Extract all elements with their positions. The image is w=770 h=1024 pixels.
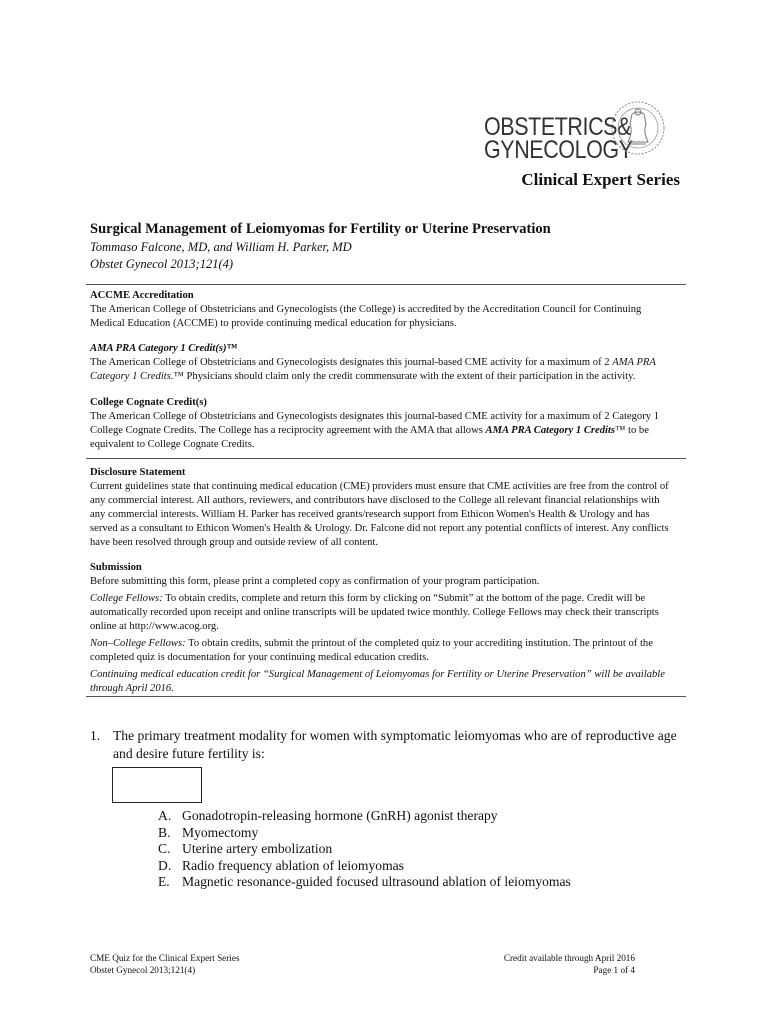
series-title: Clinical Expert Series <box>521 170 680 189</box>
authors-line: Tommaso Falcone, MD, and William H. Parker, MD <box>90 240 352 254</box>
footer-right <box>504 952 635 976</box>
option-b <box>158 825 571 842</box>
submission-section <box>90 561 675 696</box>
ama-body-b: AMA PRA Category 1 Credits. <box>90 357 656 382</box>
cognate-body-a: The American College of Obstetricians and Gynecologists designates this journal-based CME activity for a maximum of 2 Category 1 College Cognate Credits. The College has a reciprocity agreement with the AMA that allows <box>90 411 659 436</box>
ama-section <box>90 342 675 384</box>
divider <box>86 458 686 459</box>
cognate-section <box>90 396 675 452</box>
fellows-text: To obtain credits, complete and return this form by clicking on “Submit” at the bottom of the page. Credit will be automatically recorded upon receipt and online transcripts will be updated twice monthly. College Fellows may check their transcripts online at http://www.acog.org. <box>90 593 659 632</box>
submission-intro: Before submitting this form, please print a completed copy as confirmation of your program participation. <box>90 576 540 587</box>
citation-line: Obstet Gynecol 2013;121(4) <box>90 257 234 271</box>
ama-heading: AMA PRA Category 1 Credit(s)™ <box>90 343 238 354</box>
submission-heading: Submission <box>90 562 142 573</box>
question-1 <box>90 727 680 763</box>
logo-line-1: OBSTETRICS& <box>484 113 631 141</box>
journal-logo <box>484 96 684 166</box>
option-text: Radio frequency ablation of leiomyomas <box>182 857 404 873</box>
article-title: Surgical Management of Leiomyomas for Fertility or Uterine Preservation <box>90 221 551 237</box>
option-letter: E. <box>158 874 170 889</box>
submission-fellows <box>90 592 675 634</box>
option-letter: C. <box>158 841 171 856</box>
article-authors <box>90 239 352 273</box>
nonfellows-label: Non–College Fellows: <box>90 638 186 649</box>
option-text: Myomectomy <box>182 824 259 840</box>
ama-body-c: ™ Physicians should claim only the credit commensurate with the extent of their participation in the activity. <box>173 371 636 382</box>
submission-availability: Continuing medical education credit for “Surgical Management of Leiomyomas for Fertility or Uterine Preservation” will be available through April 2016. <box>90 669 665 694</box>
option-text: Gonadotropin-releasing hormone (GnRH) agonist therapy <box>182 808 498 823</box>
disclosure-heading: Disclosure Statement <box>90 467 186 478</box>
question-number: 1. <box>90 728 101 743</box>
disclosure-body: Current guidelines state that continuing medical education (CME) providers must ensure that CME activities are free from the control of any commercial interest. All authors, reviewers, and contributors have disclosed to the College all relevant financial relationships with any commercial interests. William H. Parker has received grants/research support from Ethicon Women's Health & Urology and has served as a consultant to Ethicon Women's Health & Urology. Dr. Falcone did not report any potential conflicts of interest. Any conflicts have been resolved through group and outside review of all content. <box>90 481 669 548</box>
footer-citation: Obstet Gynecol 2013;121(4) <box>90 965 196 975</box>
cognate-body-b: AMA PRA Category 1 Credits <box>485 425 616 436</box>
question-text: The primary treatment modality for women with symptomatic leiomyomas who are of reproductive age and desire future fertility is: <box>113 728 677 761</box>
disclosure-section <box>90 466 675 550</box>
footer-left <box>90 952 240 976</box>
cognate-body <box>90 410 675 452</box>
divider <box>86 284 686 285</box>
cognate-body-c: ™ to be equivalent to College Cognate Credits. <box>90 425 649 450</box>
option-c <box>158 841 571 858</box>
page-number: Page 1 of 4 <box>593 965 635 975</box>
ama-body <box>90 356 675 384</box>
accme-body: The American College of Obstetricians and Gynecologists (the College) is accredited by the Accreditation Council for Continuing Medical Education (ACCME) to provide continuing medical education for physicians. <box>90 304 642 329</box>
accme-heading: ACCME Accreditation <box>90 290 194 301</box>
option-letter: B. <box>158 824 171 840</box>
cognate-heading: College Cognate Credit(s) <box>90 397 207 408</box>
submission-nonfellows <box>90 637 675 665</box>
option-text: Magnetic resonance-guided focused ultrasound ablation of leiomyomas <box>182 874 571 889</box>
accme-section <box>90 289 675 331</box>
option-d <box>158 858 571 875</box>
answer-input[interactable] <box>112 767 202 803</box>
option-letter: D. <box>158 857 172 873</box>
footer-credit-availability: Credit available through April 2016 <box>503 953 635 963</box>
option-e <box>158 874 571 891</box>
option-a <box>158 808 571 825</box>
ama-body-a: The American College of Obstetricians and Gynecologists designates this journal-based CME activity for a maximum of 2 <box>90 357 613 368</box>
answer-options <box>158 808 571 891</box>
nonfellows-text: To obtain credits, submit the printout of the completed quiz to your accrediting institution. The printout of the completed quiz is documentation for your continuing medical education credits. <box>90 638 653 663</box>
option-text: Uterine artery embolization <box>182 841 333 856</box>
college-seal-icon <box>610 100 666 156</box>
logo-line-2: GYNECOLOGY <box>484 136 633 164</box>
fellows-label: College Fellows: <box>90 593 163 604</box>
footer-quiz-title: CME Quiz for the Clinical Expert Series <box>90 953 240 963</box>
option-letter: A. <box>158 808 172 823</box>
divider <box>86 696 686 697</box>
